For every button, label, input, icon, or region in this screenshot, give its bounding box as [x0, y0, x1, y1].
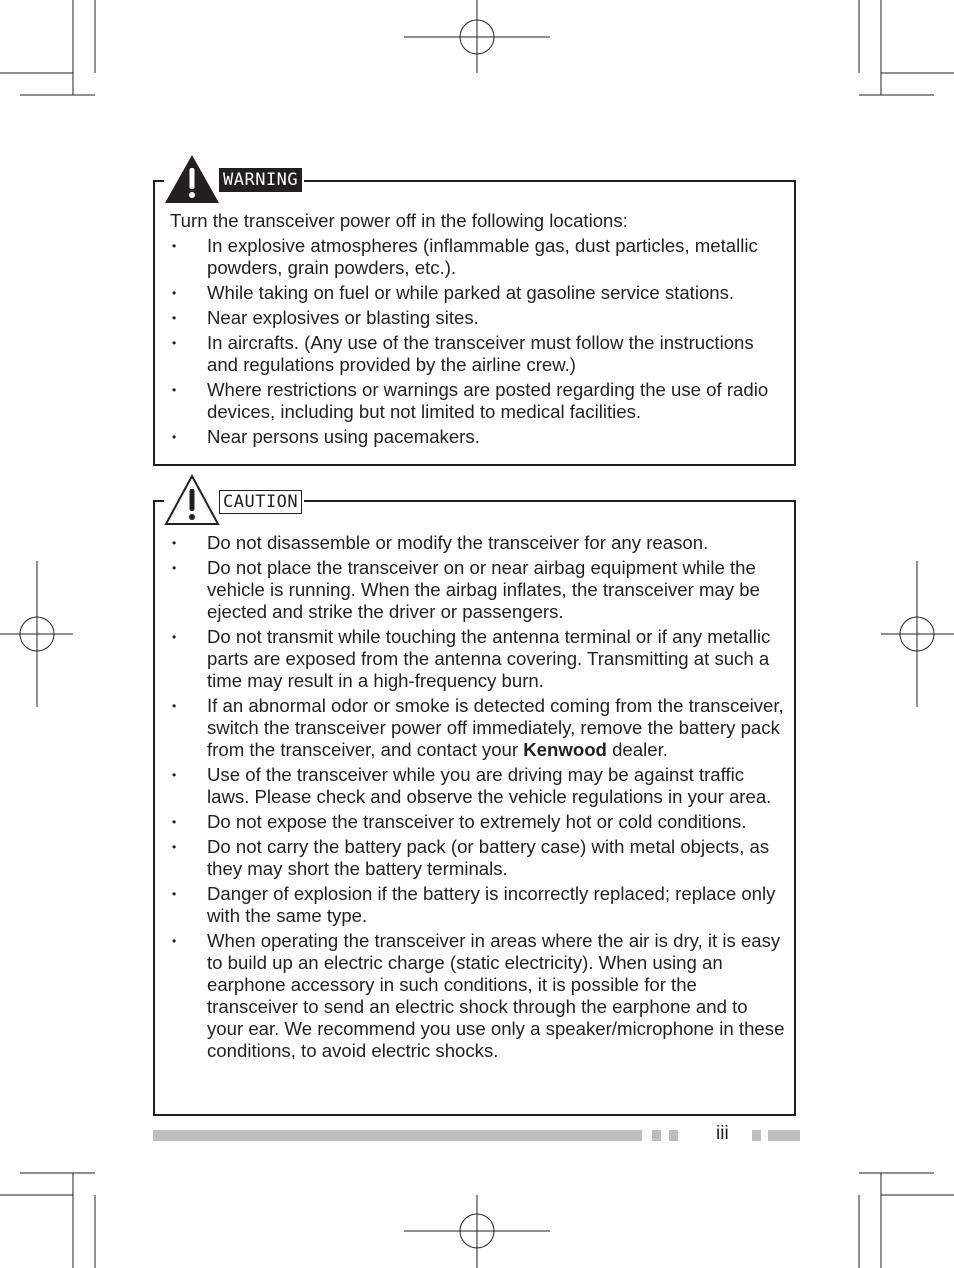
footer-bar-block — [669, 1130, 678, 1141]
caution-content — [170, 532, 788, 1065]
caution-label-text: CAUTION — [219, 490, 302, 514]
list-item: • Where restrictions or warnings are posted regarding the use of radio devices, including but not limited to medical facilities. — [172, 379, 769, 422]
list-item: • Do not carry the battery pack (or battery case) with metal objects, as they may short the battery terminals. — [172, 836, 770, 879]
warning-label — [164, 154, 304, 204]
page-number: iii — [716, 1123, 729, 1144]
warning-list — [170, 235, 788, 448]
list-item: • When operating the transceiver in areas where the air is dry, it is easy to build up an electric charge (static electricity). When using an earphone accessory in such conditions, it is possible for the transceiver to send an electric shock through the earphone and to your ear. We recommend you use only a speaker/microphone in these conditions, to avoid electric shocks. — [172, 930, 785, 1061]
brand-name: Kenwood — [523, 739, 607, 760]
list-item: • If an abnormal odor or smoke is detected coming from the transceiver, switch the transceiver power off immediately, remove the battery pack from the transceiver, and contact your Kenwood dealer. — [172, 695, 784, 760]
list-item: • Danger of explosion if the battery is incorrectly replaced; replace only with the same type. — [172, 883, 776, 926]
list-item: • Near explosives or blasting sites. — [172, 307, 479, 328]
list-item: • Do not transmit while touching the antenna terminal or if any metallic parts are exposed from the antenna covering. Transmitting at such a time may result in a high-frequency burn. — [172, 626, 771, 691]
list-item: • Do not expose the transceiver to extremely hot or cold conditions. — [172, 811, 747, 832]
list-item: • While taking on fuel or while parked at gasoline service stations. — [172, 282, 735, 303]
caution-triangle-icon — [164, 474, 220, 526]
warning-triangle-icon — [164, 154, 220, 204]
list-item: • Do not place the transceiver on or near airbag equipment while the vehicle is running. When the airbag inflates, the transceiver may be ejected and strike the driver or passengers. — [172, 557, 760, 622]
list-item: • In explosive atmospheres (inflammable gas, dust particles, metallic powders, grain powders, etc.). — [172, 235, 758, 278]
caution-label — [164, 474, 304, 526]
warning-label-text: WARNING — [219, 168, 302, 192]
list-item: • Use of the transceiver while you are driving may be against traffic laws. Please check and observe the vehicle regulations in your area. — [172, 764, 772, 807]
warning-intro: Turn the transceiver power off in the following locations: — [170, 210, 628, 231]
list-item: • In aircrafts. (Any use of the transceiver must follow the instructions and regulations provided by the airline crew.) — [172, 332, 754, 375]
warning-content — [170, 210, 788, 451]
caution-list — [170, 532, 788, 1062]
footer-bar-short — [768, 1130, 800, 1141]
footer-bar-block — [752, 1130, 761, 1141]
footer-bar-block — [652, 1130, 661, 1141]
footer-bar-long — [153, 1130, 642, 1141]
list-item: • Do not disassemble or modify the transceiver for any reason. — [172, 532, 709, 553]
list-item: • Near persons using pacemakers. — [172, 426, 480, 447]
